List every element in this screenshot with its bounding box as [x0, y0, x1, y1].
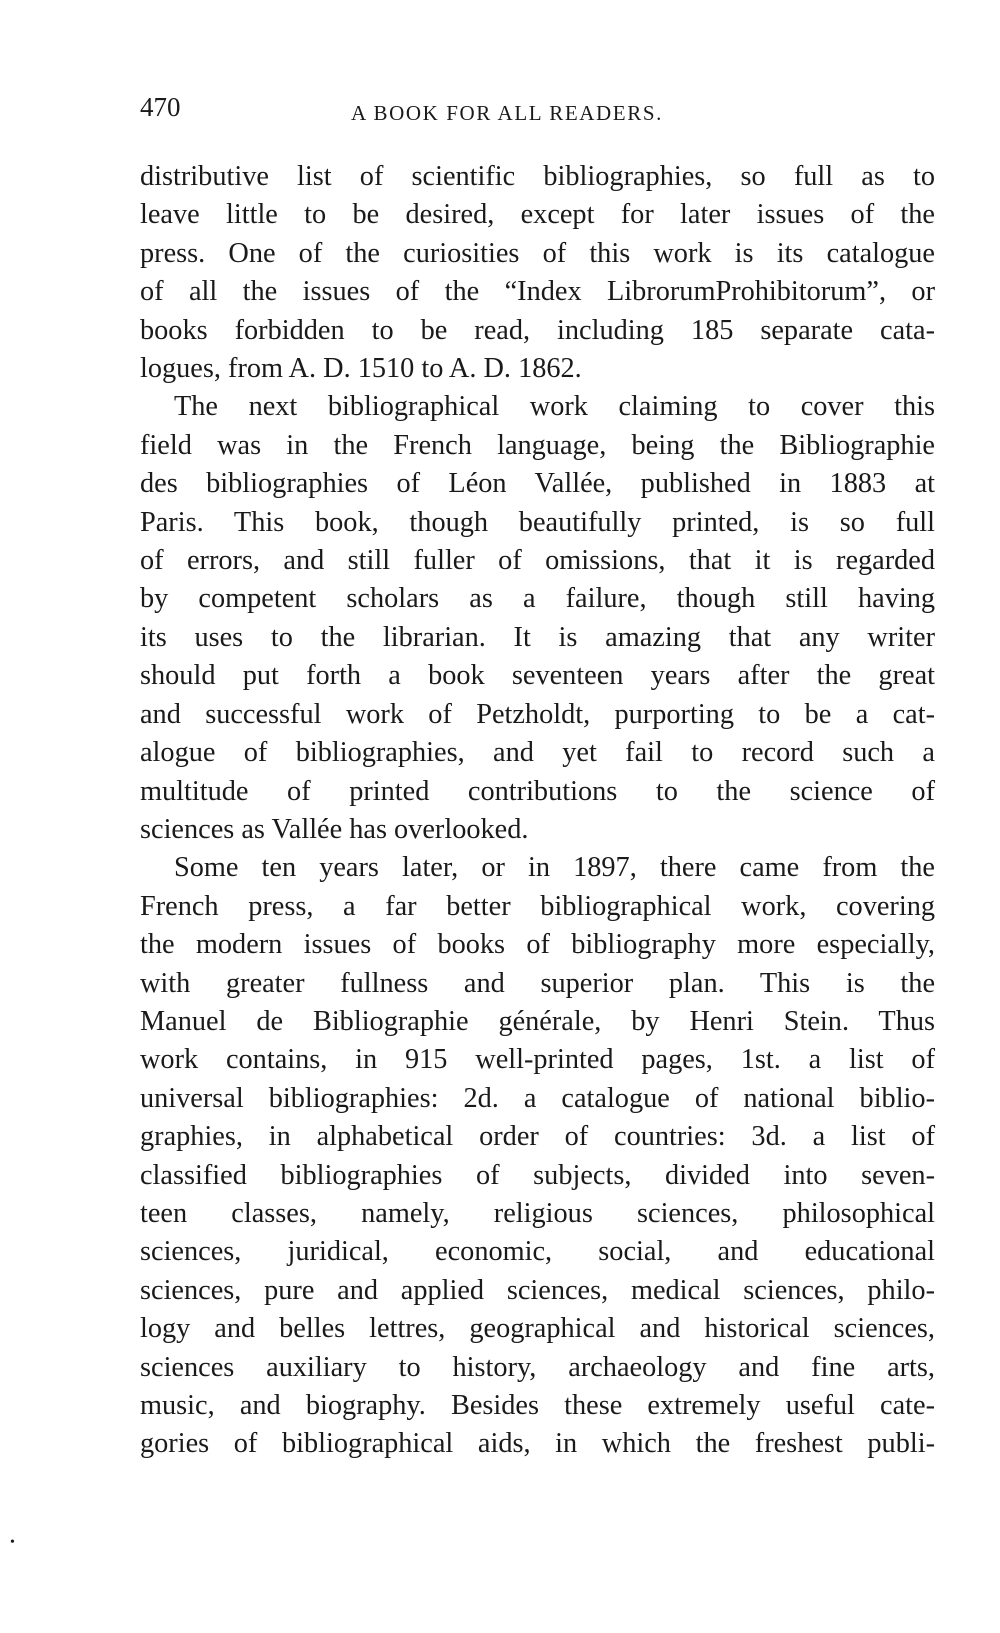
- text-line: music, and biography. Besides these extremely useful cate-: [140, 1390, 935, 1421]
- text-line: sciences, juridical, economic, social, and educational: [140, 1236, 935, 1268]
- text-line: books forbidden to be read, including 185 separate cata-: [140, 314, 935, 346]
- text-line: sciences, pure and applied sciences, medical sciences, philo-: [140, 1274, 935, 1306]
- text-line: field was in the French language, being the Bibliographie: [140, 429, 935, 461]
- running-title: A BOOK FOR ALL READERS.: [351, 101, 663, 125]
- text-line: classified bibliographies of subjects, divided into seven-: [140, 1159, 935, 1191]
- text-line: by competent scholars as a failure, though still having: [140, 583, 935, 615]
- text-line: with greater fullness and superior plan. This is the: [140, 967, 935, 999]
- page-number: 470: [140, 92, 181, 122]
- text-line: gories of bibliographical aids, in which the freshest publi-: [140, 1428, 935, 1460]
- text-line: of all the issues of the “Index LibrorumProhibitorum”, or: [140, 276, 935, 308]
- text-line: leave little to be desired, except for later issues of the: [140, 199, 935, 231]
- text-line: the modern issues of books of bibliography more especially,: [140, 929, 935, 961]
- text-line: sciences as Vallée has overlooked.: [140, 813, 529, 845]
- text-line: Some ten years later, or in 1897, there came from the: [174, 852, 935, 884]
- text-line: should put forth a book seventeen years after the great: [140, 660, 935, 692]
- text-line: logues, from A. D. 1510 to A. D. 1862.: [140, 353, 582, 385]
- text-line: des bibliographies of Léon Vallée, published in 1883 at: [140, 468, 935, 500]
- text-line: Paris. This book, though beautifully printed, is so full: [140, 506, 935, 538]
- text-line: teen classes, namely, religious sciences, philosophical: [140, 1197, 935, 1229]
- margin-mark: •: [10, 1535, 15, 1550]
- text-line: alogue of bibliographies, and yet fail to record such a: [140, 737, 935, 769]
- text-line: The next bibliographical work claiming to cover this: [174, 391, 935, 423]
- text-line: its uses to the librarian. It is amazing that any writer: [140, 621, 935, 653]
- text-line: multitude of printed contributions to the science of: [140, 775, 935, 807]
- text-line: and successful work of Petzholdt, purporting to be a cat-: [140, 698, 935, 730]
- text-line: French press, a far better bibliographical work, covering: [140, 890, 935, 922]
- text-line: logy and belles lettres, geographical and historical sciences,: [140, 1313, 935, 1345]
- text-line: Manuel de Bibliographie générale, by Henri Stein. Thus: [140, 1005, 935, 1037]
- text-line: press. One of the curiosities of this work is its catalogue: [140, 237, 935, 269]
- text-line: sciences auxiliary to history, archaeology and fine arts,: [140, 1351, 935, 1383]
- text-line: of errors, and still fuller of omissions, that it is regarded: [140, 545, 935, 577]
- text-line: work contains, in 915 well-printed pages, 1st. a list of: [140, 1044, 935, 1076]
- text-line: graphies, in alphabetical order of countries: 3d. a list of: [140, 1121, 935, 1153]
- body-text: [140, 158, 935, 1464]
- text-line: distributive list of scientific bibliographies, so full as to: [140, 161, 935, 192]
- text-line: universal bibliographies: 2d. a catalogue of national biblio-: [140, 1082, 935, 1114]
